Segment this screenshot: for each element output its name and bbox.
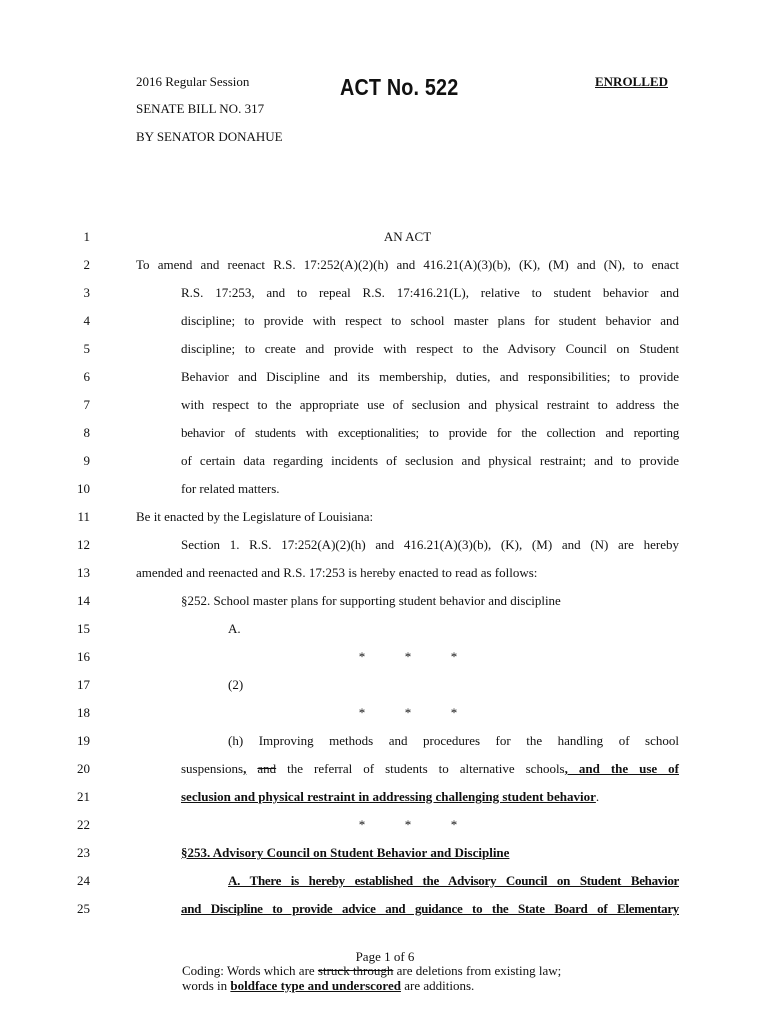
added-text: , and the use of: [564, 761, 680, 776]
star: *: [404, 705, 412, 720]
text-run: [246, 761, 257, 776]
text-run: are deletions from existing law;: [393, 963, 562, 978]
line-number: 24: [77, 873, 90, 888]
title-line: of certain data regarding incidents of seclusion and physical restraint; and to provide: [181, 453, 679, 468]
title-line: discipline; to provide with respect to school master plans for student behavior and: [181, 313, 679, 328]
deleted-text: and: [257, 761, 277, 776]
bill-number: SENATE BILL NO. 317: [136, 101, 265, 116]
bill-author: BY SENATOR DONAHUE: [136, 129, 283, 144]
line-number: 1: [83, 229, 90, 244]
act-number: ACT No. 522: [340, 74, 459, 100]
omission-stars: [339, 705, 477, 721]
amended-line: [181, 761, 679, 777]
line-number: 3: [83, 285, 90, 300]
title-line: with respect to the appropriate use of seclusion and physical restraint to address the: [181, 397, 679, 412]
section-252-heading: §252. School master plans for supporting student behavior and discipline: [181, 593, 561, 608]
omission-stars: [339, 649, 477, 665]
section-253-heading: §253. Advisory Council on Student Behavior and Discipline: [181, 845, 510, 860]
line-number: 6: [83, 369, 90, 384]
added-line: and Discipline to provide advice and guidance to the State Board of Elementary: [181, 901, 679, 916]
line-number: 14: [77, 593, 90, 608]
line-number: 5: [83, 341, 90, 356]
star: *: [404, 817, 412, 832]
enrolled-status: ENROLLED: [595, 74, 668, 89]
added-text: boldface type and underscored: [230, 978, 401, 993]
line-number: 18: [77, 705, 90, 720]
line-number: 9: [83, 453, 90, 468]
line-number: 17: [77, 677, 90, 692]
deleted-text: struck through: [317, 963, 394, 978]
text-run: words in: [182, 978, 231, 993]
line-number: 21: [77, 789, 90, 804]
line-number: 22: [77, 817, 90, 832]
line-number: 12: [77, 537, 90, 552]
star: *: [450, 649, 458, 664]
title-line: for related matters.: [181, 481, 280, 496]
subparagraph-h: (h) Improving methods and procedures for the handling of school: [228, 733, 679, 748]
section-line: amended and reenacted and R.S. 17:253 is hereby enacted to read as follows:: [136, 565, 538, 580]
title-line: R.S. 17:253, and to repeal R.S. 17:416.21(L), relative to student behavior and: [181, 285, 679, 300]
act-heading: AN ACT: [383, 229, 432, 244]
star: *: [404, 649, 412, 664]
text-run: are additions.: [400, 978, 475, 993]
star: *: [450, 817, 458, 832]
added-text: seclusion and physical restraint in addressing challenging student behavior: [181, 789, 596, 804]
text-run: .: [595, 789, 600, 804]
title-line: behavior of students with exceptionalities; to provide for the collection and reporting: [181, 425, 679, 440]
paragraph-2: (2): [228, 677, 244, 692]
text-run: the referral of students to alternative schools: [276, 761, 565, 776]
line-number: 23: [77, 845, 90, 860]
amended-line: [181, 789, 599, 805]
line-number: 11: [77, 509, 90, 524]
enacting-clause: Be it enacted by the Legislature of Louisiana:: [136, 509, 374, 524]
line-number: 2: [83, 257, 90, 272]
line-number: 25: [77, 901, 90, 916]
star: *: [358, 649, 366, 664]
line-number: 10: [77, 481, 90, 496]
star: *: [358, 705, 366, 720]
section-line: Section 1. R.S. 17:252(A)(2)(h) and 416.21(A)(3)(b), (K), (M) and (N) are hereby: [181, 537, 679, 552]
line-number: 4: [83, 313, 90, 328]
subsection-a: A.: [228, 621, 241, 636]
title-line: Behavior and Discipline and its membership, duties, and responsibilities; to provide: [181, 369, 679, 384]
text-run: Coding: Words which are: [182, 963, 318, 978]
star: *: [358, 817, 366, 832]
omission-stars: [339, 817, 477, 833]
title-line: To amend and reenact R.S. 17:252(A)(2)(h) and 416.21(A)(3)(b), (K), (M) and (N), to enact: [136, 257, 679, 272]
line-number: 7: [83, 397, 90, 412]
line-number: 19: [77, 733, 90, 748]
line-number: 8: [83, 425, 90, 440]
page-number: Page 1 of 6: [355, 949, 415, 964]
coding-line-1: [182, 963, 561, 978]
line-number: 16: [77, 649, 90, 664]
title-line: discipline; to create and provide with respect to the Advisory Council on Student: [181, 341, 679, 356]
coding-line-2: [182, 978, 561, 993]
text-run: suspensions: [181, 761, 244, 776]
added-line: A. There is hereby established the Advisory Council on Student Behavior: [228, 873, 679, 888]
added-text: ,: [243, 761, 247, 776]
session-label: 2016 Regular Session: [136, 74, 250, 89]
line-number: 20: [77, 761, 90, 776]
line-number: 15: [77, 621, 90, 636]
star: *: [450, 705, 458, 720]
coding-legend: [182, 963, 561, 993]
line-number: 13: [77, 565, 90, 580]
